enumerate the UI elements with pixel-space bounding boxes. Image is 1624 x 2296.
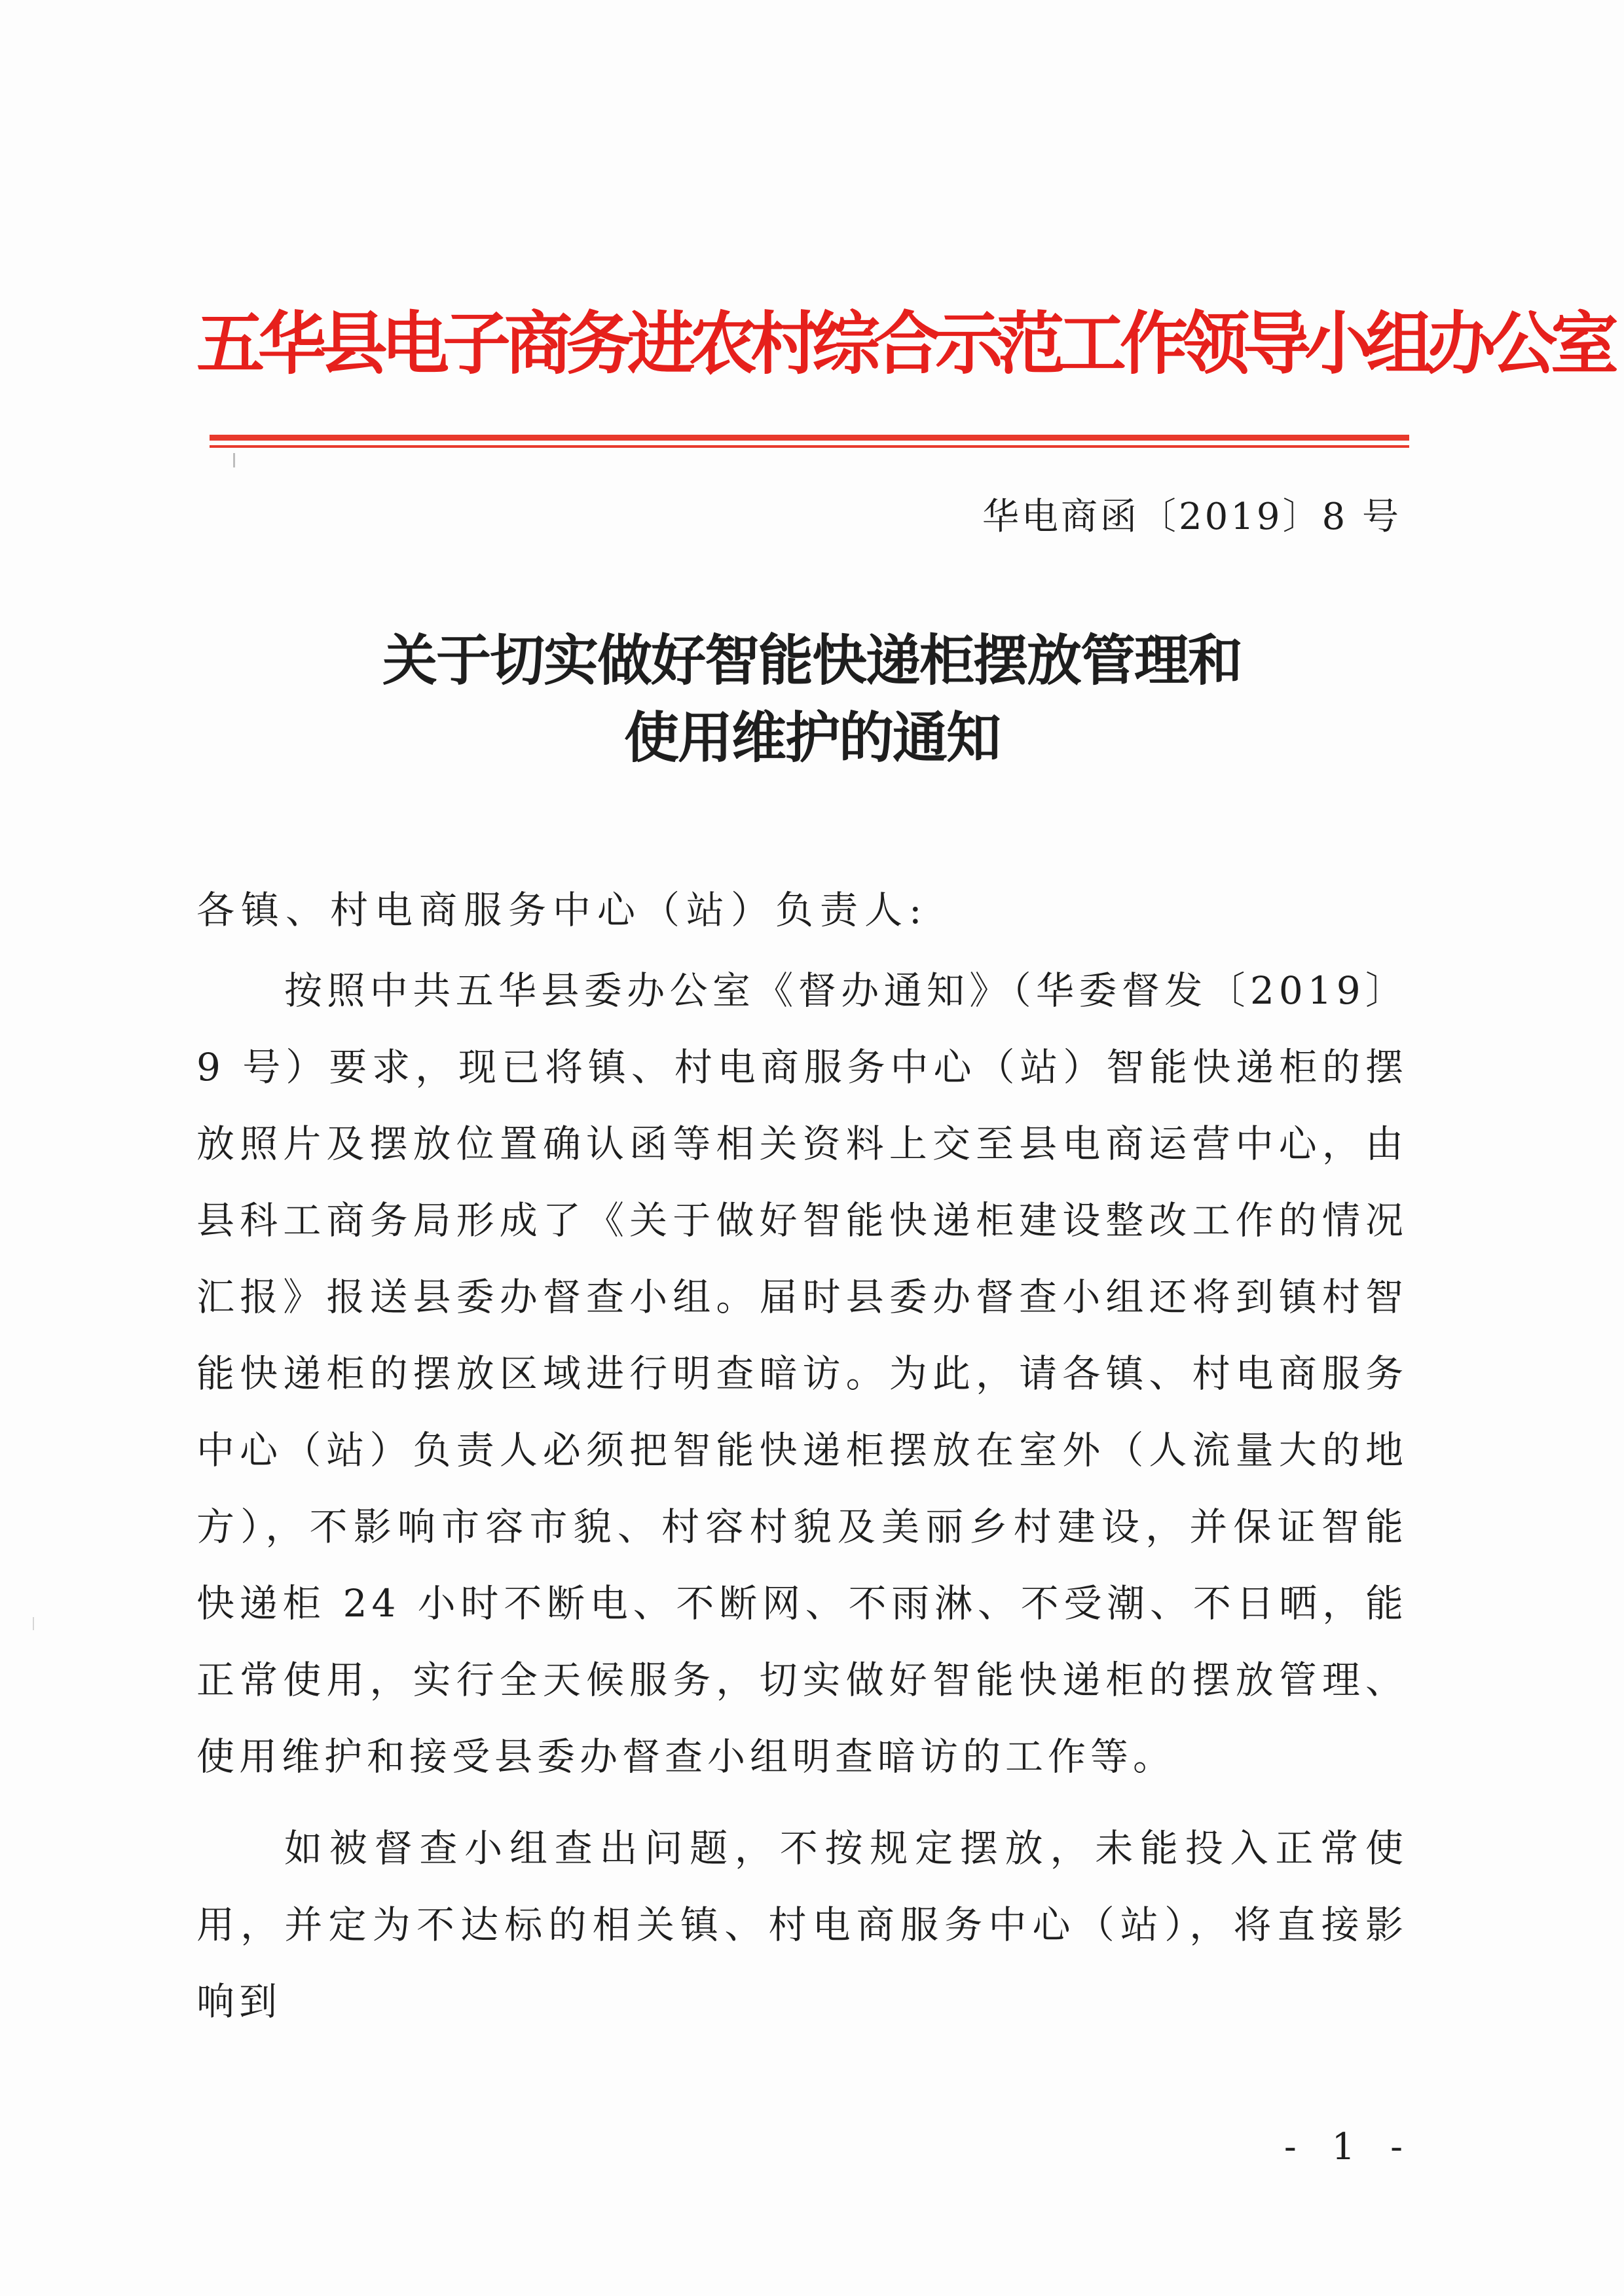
title-line-1: 关于切实做好智能快递柜摆放管理和 [382,628,1242,693]
body-paragraph-1: 按照中共五华县委办公室《督办通知》（华委督发〔2019〕9 号）要求，现已将镇、村电商服务中心（站）智能快递柜的摆放照片及摆放位置确认函等相关资料上交至县电商运营中心，由县科工商务局形成了《关于做好智能快递柜建设整改工作的情况汇报》报送县委办督查小组。届时县委办督查小组还将到镇村智能快递柜的摆放区域进行明查暗访。为此，请各镇、村电商服务中心（站）负责人必须把智能快递柜摆放在室外（人流量大的地方），不影响市容市貌、村容村貌及美丽乡村建设，并保证智能快递柜 24 小时不断电、不断网、不雨淋、不受潮、不日晒，能正常使用，实行全天候服务，切实做好智能快递柜的摆放管理、使用维护和接受县委办督查小组明查暗访的工作等。 [196,968,1408,1779]
document-title [196,622,1428,776]
issuer-red-header: 五华县电子商务进农村综合示范工作领导小组办公室 [196,303,1613,384]
header-rule-thick [210,435,1409,441]
header-rule-thin [210,445,1409,448]
body-paragraph-2: 如被督查小组查出问题，不按规定摆放，未能投入正常使用，并定为不达标的相关镇、村电商服务中心（站），将直接影响到 [196,1826,1408,2024]
scan-artifact-mark-left [33,1617,34,1630]
title-line-2: 使用维护的通知 [623,705,1000,770]
document-number: 华电商函〔2019〕8 号 [982,496,1401,538]
page-number: - 1 - [1283,2126,1414,2168]
scan-artifact-mark [233,453,235,467]
salutation: 各镇、村电商服务中心（站）负责人: [196,888,929,932]
